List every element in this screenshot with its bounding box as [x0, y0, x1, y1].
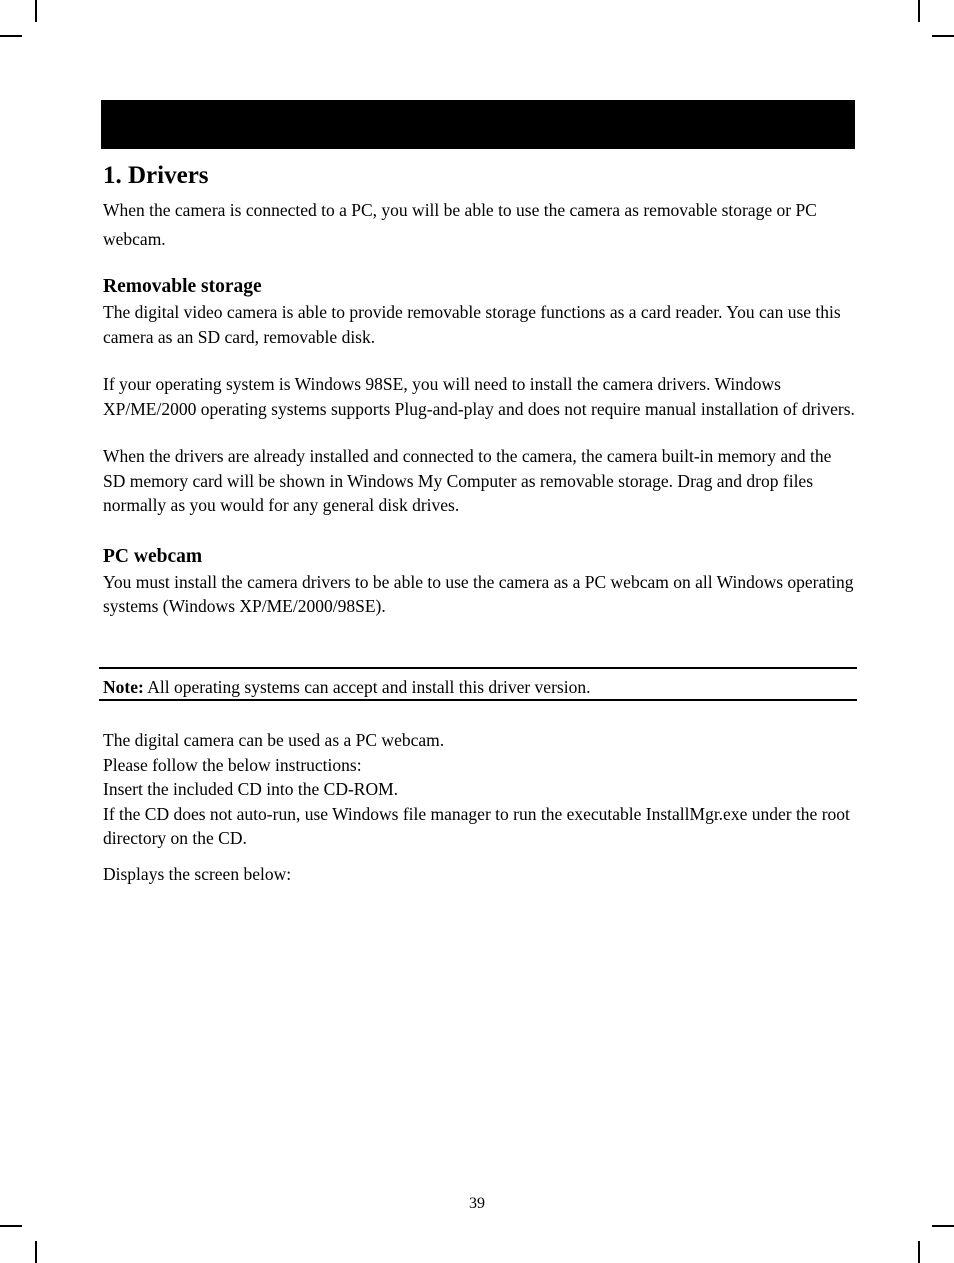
- instruction-closing: Displays the screen below:: [103, 863, 292, 884]
- crop-mark-bottom-right-horizontal: [932, 1225, 954, 1227]
- crop-mark-top-right-horizontal: [932, 35, 954, 37]
- section-intro: When the camera is connected to a PC, you will be able to use the camera as removable storage or PC webcam.: [103, 200, 817, 249]
- instruction-line-4: If the CD does not auto-run, use Windows file manager to run the executable InstallMgr.exe under the root directory on the CD.: [103, 803, 850, 848]
- crop-mark-bottom-right-vertical: [918, 1241, 920, 1263]
- crop-mark-top-left-vertical: [35, 0, 37, 22]
- note-box: [99, 667, 857, 701]
- instruction-line-1: The digital camera can be used as a PC webcam.: [103, 730, 445, 750]
- removable-storage-heading: Removable storage: [103, 276, 262, 297]
- section-title: 1. Drivers: [103, 162, 209, 189]
- crop-mark-top-left-horizontal: [0, 35, 22, 37]
- note-text: [103, 677, 590, 697]
- pc-webcam-paragraph: You must install the camera drivers to be able to use the camera as a PC webcam on all Windows operating systems (Windows XP/ME/2000/98SE).: [103, 571, 854, 616]
- removable-storage-paragraph-3: When the drivers are already installed and connected to the camera, the camera built-in memory and the SD memory card will be shown in Windows My Computer as removable storage. Drag and drop files normally as you would for any general disk drives.: [103, 446, 832, 515]
- pc-webcam-heading: PC webcam: [103, 545, 203, 567]
- instructions: [103, 728, 855, 886]
- crop-mark-bottom-left-horizontal: [0, 1225, 22, 1227]
- crop-mark-top-right-vertical: [918, 0, 920, 22]
- note-label: Note:: [103, 677, 144, 697]
- main-content: [103, 158, 855, 619]
- header-bar: [101, 100, 855, 149]
- instruction-line-3: Insert the included CD into the CD-ROM.: [103, 779, 399, 799]
- crop-mark-bottom-left-vertical: [35, 1241, 37, 1263]
- removable-storage-paragraph-2: If your operating system is Windows 98SE, you will need to install the camera drivers. Windows XP/ME/2000 operating systems supports Plug-and-play and does not require manual installation of drivers.: [103, 374, 855, 419]
- page-number: 39: [469, 1195, 485, 1212]
- instruction-line-2: Please follow the below instructions:: [103, 754, 362, 775]
- note-body: All operating systems can accept and install this driver version.: [143, 677, 591, 697]
- removable-storage-paragraph-1: The digital video camera is able to provide removable storage functions as a card reader. You can use this camera as an SD card, removable disk.: [103, 302, 841, 347]
